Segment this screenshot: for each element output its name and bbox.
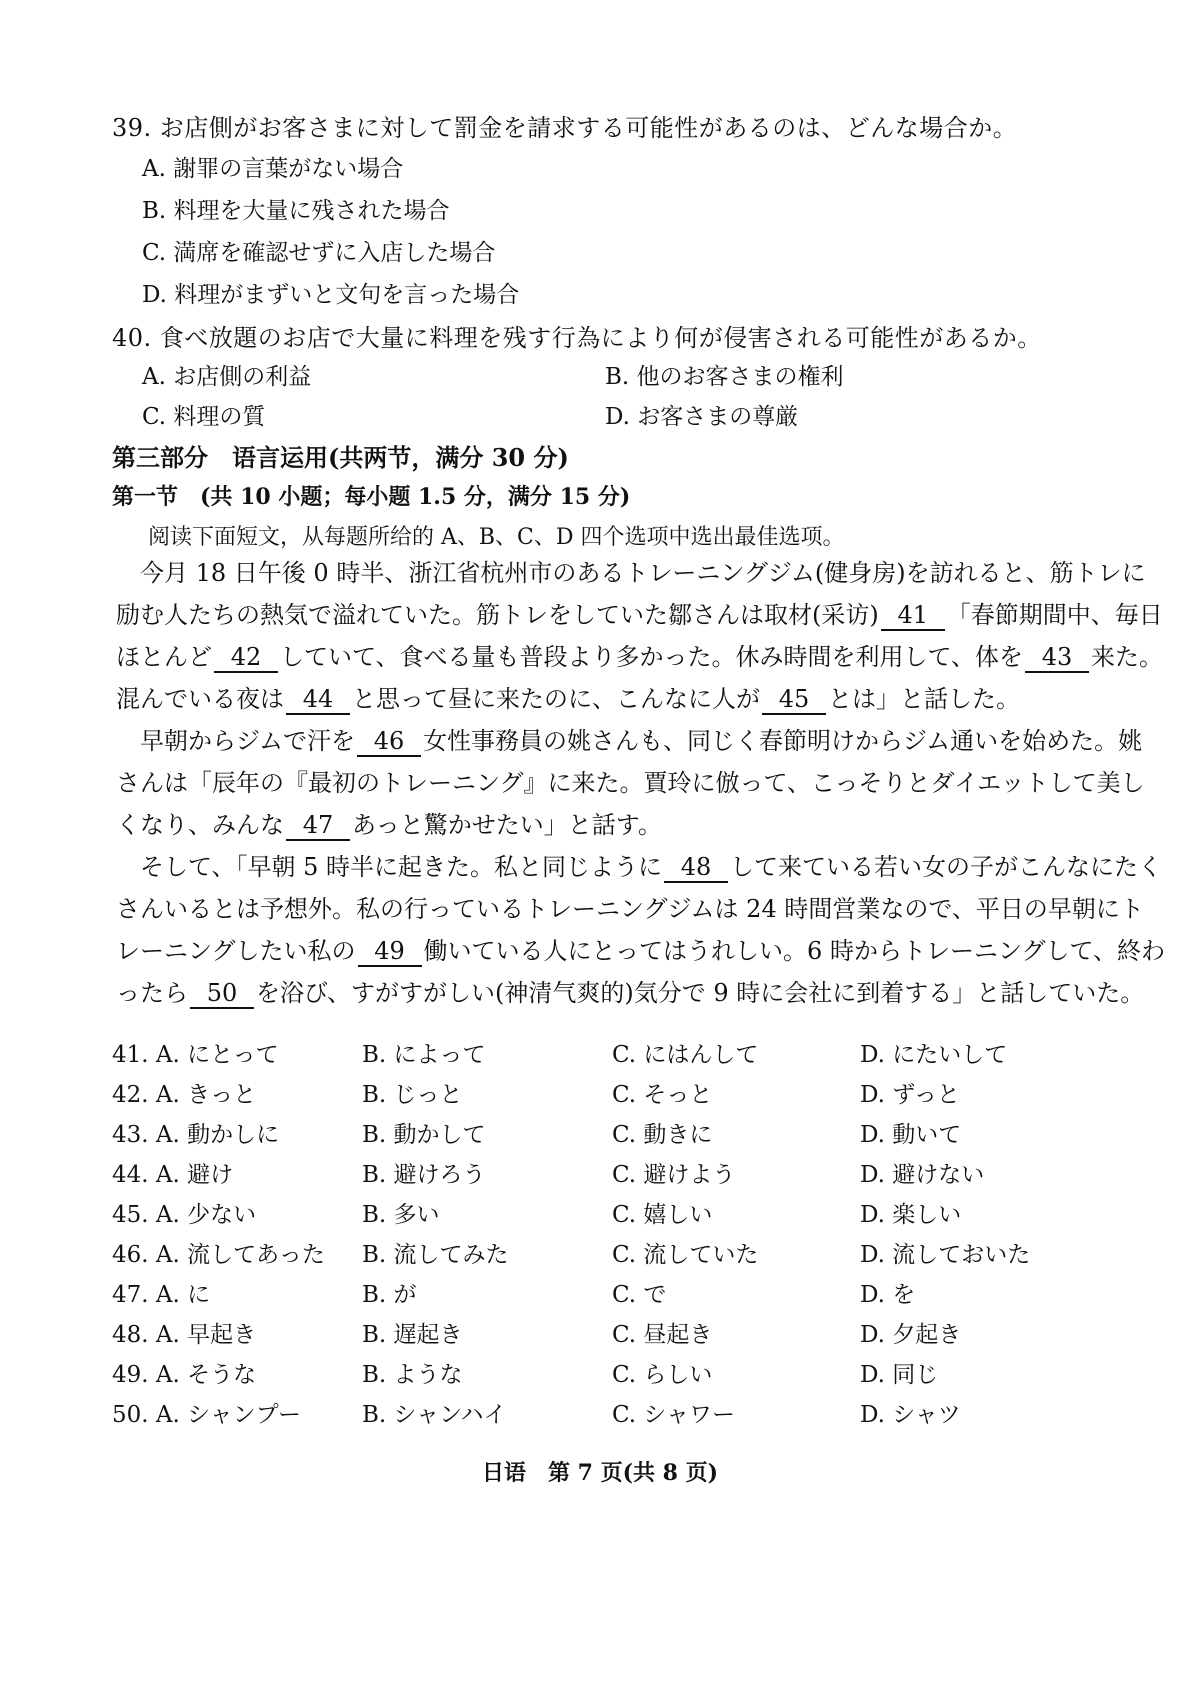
passage-text: して来ている若い女の子がこんなにたくさんいるとは予想外。私の行っているトレーニングジムは 24 時間営業なので、平日の早朝にトレーニングしたい私の — [116, 853, 1163, 965]
answer-option-c: C. にはんして — [612, 1042, 759, 1068]
blank-49: 49 — [358, 937, 422, 967]
answer-row-47 — [112, 1276, 1112, 1316]
answer-option-c: C. そっと — [612, 1082, 713, 1108]
passage-text: 働いている人にとってはうれしい。6 時からトレーニングして、終わったら — [116, 937, 1165, 1007]
answer-option-d: D. 夕起き — [860, 1322, 962, 1348]
blank-44: 44 — [286, 685, 350, 715]
blank-50: 50 — [190, 979, 254, 1009]
blank-47: 47 — [286, 811, 350, 841]
answer-option-a: 42. A. きっと — [112, 1082, 257, 1108]
question-39-stem: 39. お店側がお客さまに対して罰金を請求する可能性があるのは、どんな場合か。 — [112, 114, 1018, 142]
answer-option-d: D. 同じ — [860, 1362, 939, 1388]
answer-option-c: C. で — [612, 1282, 667, 1308]
answer-option-b: B. シャンハイ — [362, 1402, 507, 1428]
question-40-option-a: A. お店側の利益 — [142, 364, 312, 390]
section1-instruction: 阅读下面短文，从每题所给的 A、B、C、D 四个选项中选出最佳选项。 — [148, 525, 845, 550]
answer-row-43 — [112, 1116, 1112, 1156]
answer-option-b: B. 避けろう — [362, 1162, 486, 1188]
answer-option-d: D. ずっと — [860, 1082, 960, 1108]
question-39-option-c: C. 満席を確認せずに入店した場合 — [142, 240, 496, 266]
answer-option-c: C. らしい — [612, 1362, 713, 1388]
blank-46: 46 — [357, 727, 421, 757]
section1-title: 第一节 (共 10 小题；每小题 1.5 分，满分 15 分) — [112, 484, 631, 510]
answer-row-45 — [112, 1196, 1112, 1236]
answer-option-a: 50. A. シャンプー — [112, 1402, 301, 1428]
answer-option-a: 45. A. 少ない — [112, 1202, 257, 1228]
passage-text: 「春節期間中、毎日ほとんど — [116, 601, 1163, 671]
answer-option-d: D. シャツ — [860, 1402, 961, 1428]
answer-option-a: 41. A. にとって — [112, 1042, 279, 1068]
answer-row-42 — [112, 1076, 1112, 1116]
passage-text: 今月 18 日午後 0 時半、浙江省杭州市のあるトレーニングジム(健身房)を訪れると、筋トレに励む人たちの熱気で溢れていた。筋トレをしていた鄒さんは取材(采访) — [116, 559, 1146, 629]
answer-option-c: C. 動きに — [612, 1122, 713, 1148]
answer-option-b: B. 多い — [362, 1202, 440, 1228]
passage-paragraph-3 — [116, 846, 1166, 1014]
answer-option-a: 43. A. 動かしに — [112, 1122, 280, 1148]
part3-title: 第三部分 语言运用(共两节，满分 30 分) — [112, 443, 569, 472]
passage-text: 来た。混んでいる夜は — [116, 643, 1164, 713]
answer-option-c: C. 避けよう — [612, 1162, 736, 1188]
answer-option-d: D. 楽しい — [860, 1202, 962, 1228]
answer-option-a: 47. A. に — [112, 1282, 211, 1308]
answer-option-a: 44. A. 避け — [112, 1162, 234, 1188]
answer-option-b: B. 流してみた — [362, 1242, 509, 1268]
question-39-option-b: B. 料理を大量に残された場合 — [142, 198, 450, 224]
answer-option-a: 49. A. そうな — [112, 1362, 257, 1388]
blank-42: 42 — [214, 643, 278, 673]
answer-option-d: D. 避けない — [860, 1162, 985, 1188]
answer-row-48 — [112, 1316, 1112, 1356]
answer-option-d: D. 流しておいた — [860, 1242, 1031, 1268]
reading-passage — [116, 552, 1166, 1014]
question-39-option-a: A. 謝罪の言葉がない場合 — [142, 156, 404, 182]
answer-option-d: D. 動いて — [860, 1122, 962, 1148]
passage-text: していて、食べる量も普段より多かった。休み時間を利用して、体を — [280, 643, 1024, 671]
answer-option-a: 48. A. 早起き — [112, 1322, 257, 1348]
answer-row-46 — [112, 1236, 1112, 1276]
answer-option-b: B. によって — [362, 1042, 486, 1068]
answer-option-c: C. 嬉しい — [612, 1202, 713, 1228]
passage-paragraph-2 — [116, 720, 1166, 846]
passage-text: を浴び、すがすがしい(神清气爽的)気分で 9 時に会社に到着する」と話していた。 — [256, 979, 1145, 1007]
answer-option-b: B. ような — [362, 1362, 463, 1388]
passage-text: そして、「早朝 5 時半に起きた。私と同じように — [140, 853, 663, 881]
answer-option-c: C. 流していた — [612, 1242, 759, 1268]
answer-row-49 — [112, 1356, 1112, 1396]
blank-43: 43 — [1025, 643, 1089, 673]
answer-option-b: B. が — [362, 1282, 417, 1308]
answer-row-41 — [112, 1036, 1112, 1076]
answer-option-b: B. じっと — [362, 1082, 463, 1108]
answer-row-44 — [112, 1156, 1112, 1196]
answer-row-50 — [112, 1396, 1112, 1436]
blank-41: 41 — [881, 601, 945, 631]
blank-45: 45 — [762, 685, 826, 715]
blank-48: 48 — [664, 853, 728, 883]
question-39-option-d: D. 料理がまずいと文句を言った場合 — [142, 282, 520, 308]
passage-text: 女性事務員の姚さんも、同じく春節明けからジム通いを始めた。姚さんは「辰年の『最初のトレーニング』に来た。賈玲に倣って、こっそりとダイエットして美しくなり、みんな — [116, 727, 1145, 839]
answer-option-b: B. 遅起き — [362, 1322, 463, 1348]
passage-text: 早朝からジムで汗を — [140, 727, 356, 755]
question-40-option-d: D. お客さまの尊厳 — [605, 404, 799, 430]
question-40-option-c: C. 料理の質 — [142, 404, 266, 430]
answer-option-d: D. にたいして — [860, 1042, 1008, 1068]
question-40-option-b: B. 他のお客さまの権利 — [605, 364, 844, 390]
answer-option-a: 46. A. 流してあった — [112, 1242, 325, 1268]
answer-option-c: C. シャワー — [612, 1402, 735, 1428]
answer-option-b: B. 動かして — [362, 1122, 486, 1148]
page-footer: 日语 第 7 页(共 8 页) — [481, 1460, 719, 1486]
passage-text: とは」と話した。 — [828, 685, 1020, 713]
answer-option-d: D. を — [860, 1282, 916, 1308]
passage-paragraph-1 — [116, 552, 1166, 720]
answer-option-c: C. 昼起き — [612, 1322, 713, 1348]
passage-text: と思って昼に来たのに、こんなに人が — [352, 685, 760, 713]
passage-text: あっと驚かせたい」と話す。 — [352, 811, 662, 839]
question-40-stem: 40. 食べ放題のお店で大量に料理を残す行為により何が侵害される可能性があるか。 — [112, 324, 1042, 352]
